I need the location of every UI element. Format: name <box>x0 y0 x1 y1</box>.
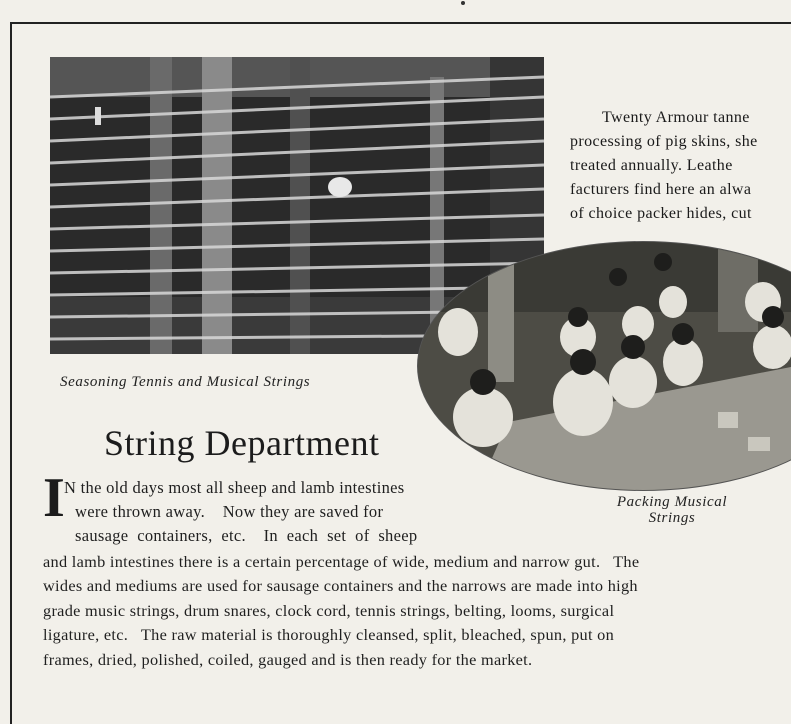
article-line: frames, dried, polished, coiled, gauged and is then ready for the market. <box>43 650 533 669</box>
side-line: facturers find here an alwa <box>570 181 752 198</box>
article-heading: String Department <box>104 423 380 463</box>
packing-caption <box>584 494 760 526</box>
packing-caption-line: Packing Musical <box>616 494 728 510</box>
article-line: grade music strings, drum snares, clock cord, tennis strings, belting, looms, surgical <box>43 601 615 620</box>
side-line: Twenty Armour tanne <box>602 109 750 126</box>
packing-caption-line: Strings <box>648 510 696 526</box>
side-paragraph <box>570 106 791 226</box>
seasoning-caption: Seasoning Tennis and Musical Strings <box>60 374 311 390</box>
article-line: ligature, etc. The raw material is thoroughly cleansed, split, bleached, spun, put on <box>43 625 615 644</box>
article-line: were thrown away. Now they are saved for <box>75 502 384 521</box>
side-line: of choice packer hides, cut <box>570 205 752 222</box>
side-line: processing of pig skins, she <box>570 133 758 150</box>
article-line: N the old days most all sheep and lamb intestines <box>64 478 405 497</box>
article-line: wides and mediums are used for sausage containers and the narrows are made into high <box>43 576 638 595</box>
print-speck <box>461 1 465 5</box>
article-line: and lamb intestines there is a certain percentage of wide, medium and narrow gut. The <box>43 552 640 571</box>
drop-cap: I <box>43 467 65 529</box>
side-line: treated annually. Leathe <box>570 157 733 174</box>
article-line: sausage containers, etc. In each set of sheep <box>75 526 418 545</box>
